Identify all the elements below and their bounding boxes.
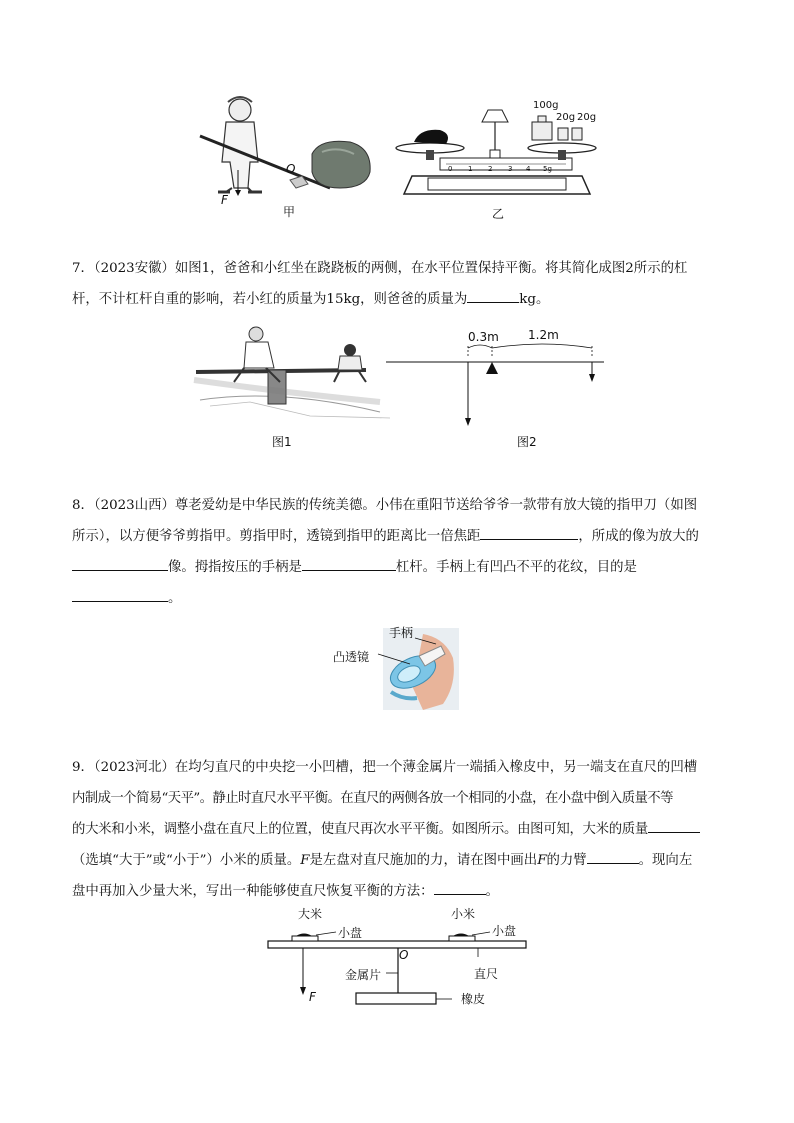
lever-man-illustration [200, 97, 370, 196]
q9-label-O: O [399, 948, 409, 962]
q9-F-1: F [300, 853, 310, 868]
fig6-scale-tick-3: 3 [508, 165, 513, 173]
q9-line1: 在均匀直尺的中央挖一小凹槽，把一个薄金属片一端插入橡皮中，另一端支在直尺的凹槽 [174, 760, 698, 775]
q9-line4c: 的力臂 [546, 853, 587, 868]
q9-line4d: 。现向左 [638, 853, 693, 868]
fig6-scale-tick-2: 2 [488, 165, 493, 173]
fig6-scale-tick-0: 0 [448, 165, 453, 173]
q9-blank-3[interactable] [434, 880, 486, 895]
q9-line2: 内制成一个简易“天平”。静止时直尺水平平衡。在直尺的两侧各放一个相同的小盘，在小盘中倒入质量不等 [72, 791, 673, 806]
q9-label-F: F [309, 990, 316, 1004]
fig6-label-O: O [286, 162, 296, 176]
q7-line1: 如图1，爸爸和小红坐在跷跷板的两侧，在水平位置保持平衡。将其简化成图2所示的杠 [174, 261, 688, 276]
lever-diagram-fig2 [386, 344, 604, 426]
q8-label-handle: 手柄 [389, 626, 414, 640]
q9-line4a: （选填“大于”或“小于”）小米的质量。 [72, 853, 301, 868]
ruler-bar [268, 941, 526, 948]
q9-label-xiaopan-left: 小盘 [338, 926, 363, 940]
question-8-text [72, 490, 724, 614]
q9-label-xiaomi: 小米 [451, 907, 476, 921]
q9-line5a: 盘中再加入少量大米，写出一种能够使直尺恢复平衡的方法： [72, 884, 434, 899]
q8-line2b: ，所成的像为放大的 [578, 529, 699, 544]
q8-blank-3[interactable] [302, 556, 396, 571]
q9-blank-1[interactable] [648, 818, 700, 833]
q9-line3a: 的大米和小米，调整小盘在直尺上的位置，使直尺再次水平平衡。如图所示。由图可知，大米的质量 [72, 822, 648, 837]
q8-line1: 尊老爱幼是中华民族的传统美德。小伟在重阳节送给爷爷一款带有放大镜的指甲刀（如图 [174, 498, 698, 513]
q7-answer-blank[interactable] [467, 288, 519, 303]
q8-source: （2023山西） [93, 498, 175, 513]
fig6-scale-tick-4: 4 [526, 165, 531, 173]
q8-line2a: 所示），以方便爷爷剪指甲。剪指甲时，透镜到指甲的距离比一倍焦距 [72, 529, 481, 544]
q7-line2a: 杆，不计杠杆自重的影响，若小红的质量为15kg，则爸爸的质量为 [72, 292, 468, 307]
fig6-caption-yi: 乙 [492, 207, 505, 221]
question-9-text [72, 752, 724, 907]
fig6-scale-tick-1: 1 [468, 165, 473, 173]
left-pan [292, 936, 318, 941]
q8-leader-lines [370, 630, 440, 670]
fig6-weight-100g: 100g [533, 100, 559, 111]
q9-F-2: F [537, 853, 547, 868]
fig6-weight-20g-b: 20g [577, 112, 597, 123]
question-7-text [72, 253, 724, 315]
fig6-weight-20g-a: 20g [556, 112, 576, 123]
fig6-caption-jia: 甲 [283, 205, 296, 219]
q9-number: 9． [72, 760, 94, 775]
q9-line5b: 。 [485, 884, 499, 899]
fig6-scale-tick-5g: 5g [543, 165, 552, 173]
q9-label-xiaopan-right: 小盘 [492, 924, 517, 938]
q9-source: （2023河北） [93, 760, 175, 775]
q7-dist-right: 1.2m [528, 328, 559, 342]
seesaw-illustration [194, 327, 390, 418]
q7-line2b: kg。 [519, 292, 550, 307]
q7-fig1-caption: 图1 [272, 435, 292, 449]
q8-line4b: 。 [168, 591, 182, 606]
q7-dist-left: 0.3m [468, 330, 499, 344]
right-pan [449, 936, 475, 941]
q8-blank-4[interactable] [72, 587, 168, 602]
q8-line3b: 杠杆。手柄上有凹凸不平的花纹，目的是 [395, 560, 637, 575]
figure-6-diagram [190, 92, 610, 222]
q8-line3a: 像。拇指按压的手柄是 [168, 560, 302, 575]
q7-source: （2023安徽） [93, 261, 175, 276]
q8-blank-2[interactable] [72, 556, 168, 571]
q8-blank-1[interactable] [480, 525, 578, 540]
fig6-label-F: F [221, 193, 228, 207]
q9-label-eraser: 橡皮 [461, 992, 486, 1006]
q9-blank-2[interactable] [587, 849, 639, 864]
q7-fig2-caption: 图2 [517, 435, 537, 449]
q9-label-dami: 大米 [298, 907, 323, 921]
q8-number: 8． [72, 498, 94, 513]
eraser-block [356, 993, 436, 1004]
q7-number: 7． [72, 261, 94, 276]
q9-label-metal: 金属片 [345, 968, 382, 982]
q8-label-lens: 凸透镜 [333, 650, 370, 664]
q9-line4b: 是左盘对直尺施加的力，请在图中画出 [309, 853, 538, 868]
q9-label-ruler: 直尺 [474, 967, 499, 981]
